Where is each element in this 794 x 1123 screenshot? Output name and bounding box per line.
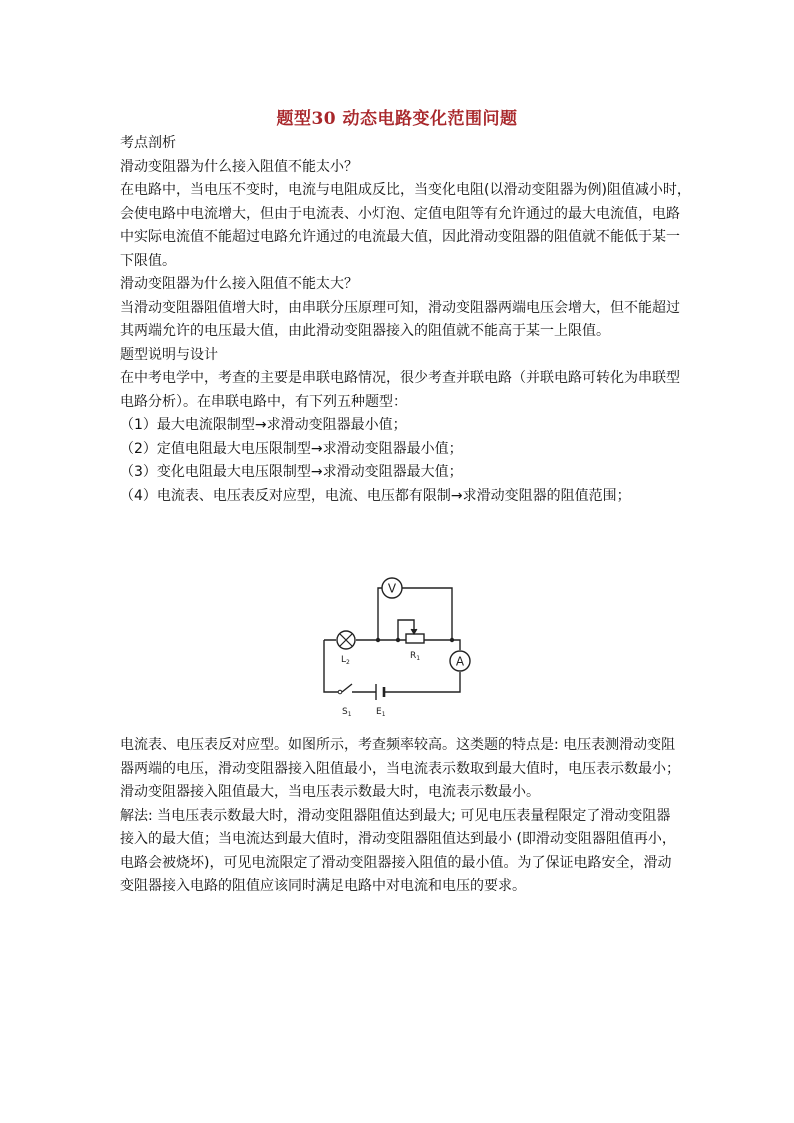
paragraph-line: 下限值。 — [120, 252, 176, 269]
junction-dot — [376, 638, 380, 642]
list-item: （3）变化电阻最大电压限制型→求滑动变阻器最大值； — [120, 464, 463, 480]
body-text-top — [120, 132, 691, 508]
paragraph-line: 其两端允许的电压最大值，由此滑动变阻器接入的阻值就不能高于某一上限值。 — [120, 323, 610, 339]
left-wire — [324, 640, 336, 692]
right-wire — [388, 672, 460, 692]
rheostat-label: $R_1$ — [410, 651, 421, 662]
paragraph-line: 中实际电流值不能超过电路允许通过的电流最大值，因此滑动变阻器的阻值就不能低于某一 — [120, 229, 680, 245]
paragraph-line: 在电路中，当电压不变时，电流与电阻成反比，当变化电阻(以滑动变阻器为例)阻值减小时， — [120, 182, 691, 198]
paragraph-line: 变阻器接入电路的阻值应该同时满足电路中对电流和电压的要求。 — [120, 878, 526, 894]
rheostat-icon — [406, 634, 424, 643]
junction-dot — [396, 638, 400, 642]
question-heading: 滑动变阻器为什么接入阻值不能太大？ — [120, 276, 358, 292]
voltmeter-label: V — [387, 581, 397, 596]
ammeter-label: A — [455, 654, 465, 669]
switch-contact — [338, 690, 342, 694]
battery-label: $E_1$ — [376, 707, 386, 718]
paragraph-line: 电路分析）。在串联电路中，有下列五种题型： — [120, 393, 407, 410]
paragraph-line: 器两端的电压，滑动变阻器接入阻值最小，当电流表示数取到最大值时，电压表示数最小； — [120, 760, 680, 777]
list-item: （4）电流表、电压表反对应型，电流、电压都有限制→求滑动变阻器的阻值范围； — [120, 487, 631, 504]
paragraph-line: 电流表、电压表反对应型。如图所示，考查频率较高。这类题的特点是: 电压表测滑动变阻 — [120, 737, 676, 753]
paragraph-line: 电路会被烧坏)，可见电流限定了滑动变阻器接入阻值的最小值。为了保证电路安全，滑动 — [120, 854, 672, 871]
paragraph-line: 解法: 当电压表示数最大时，滑动变阻器阻值达到最大; 可见电压表量程限定了滑动变阻器 — [120, 807, 671, 824]
list-item: （2）定值电阻最大电压限制型→求滑动变阻器最小值； — [120, 440, 463, 457]
circuit-diagram — [310, 574, 490, 724]
section-heading: 题型说明与设计 — [120, 346, 218, 363]
paragraph-line: 在中考电学中，考查的主要是串联电路情况，很少考查并联电路（并联电路可转化为串联型 — [120, 370, 680, 386]
body-text-bottom — [120, 734, 680, 899]
page-title: 题型30 动态电路变化范围问题 — [276, 109, 518, 129]
paragraph-line: 会使电路中电流增大，但由于电流表、小灯泡、定值电阻等有允许通过的最大电流值，电路 — [120, 205, 680, 222]
junction-dot — [450, 638, 454, 642]
question-heading: 滑动变阻器为什么接入阻值不能太小？ — [120, 158, 358, 175]
paragraph-line: 接入的最大值；当电流达到最大值时，滑动变阻器阻值达到最小 (即滑动变阻器阻值再小， — [120, 831, 676, 847]
paragraph-line: 当滑动变阻器阻值增大时，由串联分压原理可知，滑动变阻器两端电压会增大，但不能超过 — [120, 299, 680, 316]
paragraph-line: 滑动变阻器接入阻值最大，当电压表示数最大时，电流表示数最小。 — [120, 784, 540, 800]
slider-arrow-icon — [411, 629, 417, 634]
list-item: （1）最大电流限制型→求滑动变阻器最小值； — [120, 417, 407, 433]
lamp-label: $L_2$ — [341, 655, 350, 666]
switch-label: $S_1$ — [342, 707, 352, 718]
section-heading: 考点剖析 — [120, 135, 176, 151]
